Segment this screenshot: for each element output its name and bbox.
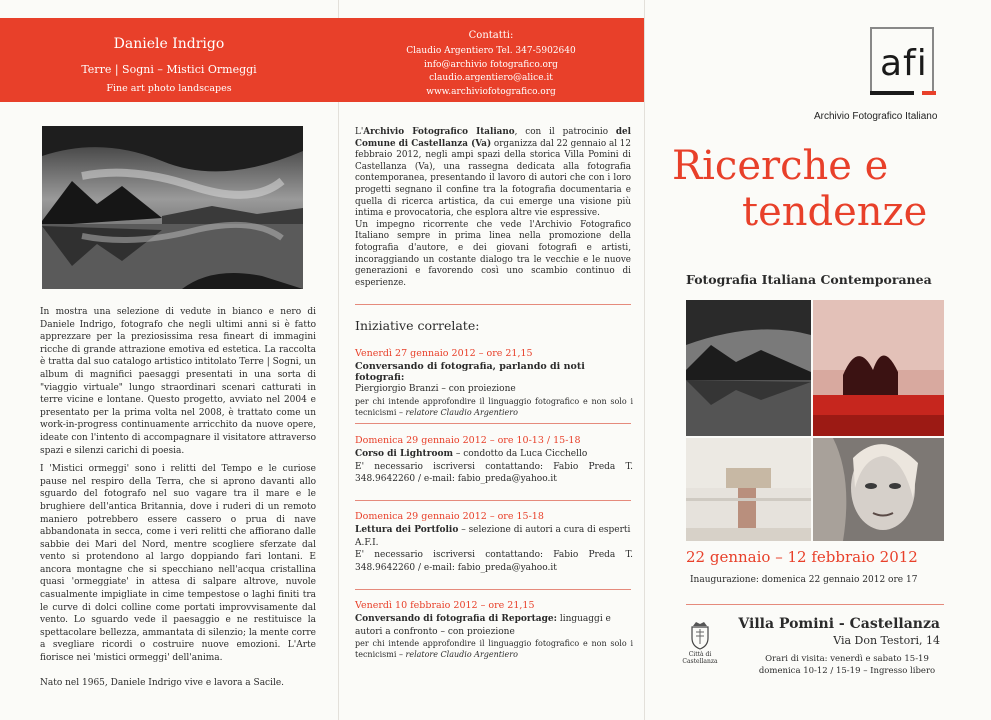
divider (686, 604, 944, 605)
event-title: Conversando di fotografia di Reportage: linguaggi e autori a confronto – con proiezione (355, 614, 611, 637)
contact-email-info: info@archivio fotografico.org (424, 59, 558, 70)
artist-name: Daniele Indrigo (113, 36, 225, 52)
artist-description (40, 306, 316, 689)
title-line-2: tendenze (742, 189, 928, 235)
event-item (355, 511, 633, 574)
exhibition-dates: 22 gennaio – 12 febbraio 2012 (686, 548, 918, 566)
series-title: Terre | Sogni – Mistici Ormeggi (81, 63, 257, 76)
divider (355, 589, 631, 590)
coat-caption: Città di Castellanza (682, 651, 718, 665)
venue-name: Villa Pomini - Castellanza (738, 616, 940, 632)
hours-line-2: domenica 10-12 / 15-19 – Ingresso libero (758, 666, 936, 676)
photo-landscape (686, 300, 811, 436)
contact-website: www.archiviofotografico.org (426, 86, 556, 97)
event-date: Venerdì 27 gennaio 2012 – ore 21,15 (355, 348, 533, 359)
landscape-photo (42, 126, 303, 289)
opening-hours (724, 653, 940, 677)
logo-text: afi (880, 43, 928, 84)
contact-phone: Claudio Argentiero Tel. 347-5902640 (406, 46, 576, 56)
middle-panel (338, 0, 644, 720)
photo-figure (686, 438, 811, 541)
contacts-header (338, 18, 644, 102)
genre-label: Fine art photo landscapes (106, 83, 232, 94)
venue-info (724, 616, 940, 677)
divider (355, 423, 631, 424)
right-panel (644, 0, 991, 720)
exhibition-title (672, 143, 927, 235)
divider (355, 500, 631, 501)
logo-caption: Archivio Fotografico Italiano (814, 111, 938, 122)
coat-of-arms-icon (689, 620, 711, 650)
event-date: Domenica 29 gennaio 2012 – ore 15-18 (355, 511, 544, 522)
exhibition-subtitle: Fotografia Italiana Contemporanea (686, 272, 932, 287)
afi-logo (870, 27, 934, 93)
event-title: Conversando di fotografia, parlando di noti fotografi: (355, 361, 585, 383)
left-panel (0, 0, 338, 720)
contacts-title: Contatti: (468, 30, 514, 41)
contacts-list (338, 45, 644, 99)
event-item (355, 600, 633, 660)
event-title: Corso di Lightroom – condotto da Luca Cicchello (355, 449, 588, 459)
event-item (355, 348, 633, 418)
description-paragraph-2: I 'Mistici ormeggi' sono i relitti del Tempo e le curiose pause nel respiro della Terra, che si aprono davanti allo sguardo del fotografo nel suo vagare tra il mare e le brughiere dell'antica Britannia, dove i ruderi di un remoto maniero potrebbero essere cassero o prua di nave abbandonata in secca, come i veri relitti che affiorano dalle sabbie dei Mari del Nord, mentre scogliere sferzate dal vento si protendono al largo doppiando fari lontani. E ancora montagne che si specchiano nell'acqua cristallina quasi 'ormeggiate' in attesa di salpare altrove, nuvole casualmente impigliate in cime tempestose o laghi finiti tra le curve di dolci colline come portati improvvisamente dal vento. Lo sguardo vede il paesaggio e ne restituisce la spettacolare bellezza, ammantata di silenzio; la mente corre a svegliare ricordi o costruire nuove emozioni. L'Arte fiorisce nei 'mistici ormeggi' dell'anima. (40, 464, 316, 664)
venue-address: Via Don Testori, 14 (833, 634, 940, 647)
hours-line-1: Orari di visita: venerdì e sabato 15-19 (765, 654, 929, 664)
event-date: Venerdì 10 febbraio 2012 – ore 21,15 (355, 600, 535, 611)
initiatives-heading: Iniziative correlate: (355, 318, 480, 333)
event-detail: Piergiorgio Branzi – con proiezione (355, 384, 516, 394)
description-paragraph-1: In mostra una selezione di vedute in bianco e nero di Daniele Indrigo, fotografo che negli ultimi anni si è fatto apprezzare per la preziosissima resa fineart di immagini ricche di grande attrazione emotiva ed estetica. La raccolta è tratta dal suo catalogo artistico intitolato Terre | Sogni, un album di magnifici paesaggi presentati in una sorta di "viaggio virtuale" lungo straordinari scenari catturati in terre vicine e lontane. Questo progetto, avviato nel 2004 e presentato per la prima volta nel 2008, è trattato come un work-in-progress continuamente arricchito da nuove opere, ideate con l'intento di accompagnare il visitatore attraverso spazi e silenzi carichi di poesia. (40, 307, 316, 456)
artist-header (0, 18, 338, 102)
event-detail: E' necessario iscriversi contattando: Fabio Preda T. 348.9642260 / e-mail: fabio_preda@yahoo.it (355, 550, 633, 573)
intro-text (355, 127, 631, 289)
divider (355, 304, 631, 305)
photo-red-interior (813, 300, 944, 436)
event-title: Lettura dei Portfolio – selezione di autori a cura di esperti A.F.I. (355, 525, 631, 548)
inauguration-info: Inaugurazione: domenica 22 gennaio 2012 ore 17 (690, 575, 918, 585)
contact-email-personal: claudio.argentiero@alice.it (429, 73, 553, 83)
intro-paragraph-2: Un impegno ricorrente che vede l'Archivio Fotografico Italiano sempre in prima linea nella promozione della fotografia d'autore, e dei giovani fotografi e artisti, incoraggiando un costante dialogo tra le vecchie e le nuove generazioni e favorendo così uno scambio continuo di esperienze. (355, 219, 631, 288)
event-note: per chi intende approfondire il linguaggio fotografico e non solo i tecnicismi – relatore Claudio Argentiero (355, 396, 633, 417)
event-detail: E' necessario iscriversi contattando: Fabio Preda T. 348.9642260 / e-mail: fabio_preda@yahoo.it (355, 461, 633, 484)
title-line-1: Ricerche e (672, 143, 889, 189)
intro-paragraph-1: L'Archivio Fotografico Italiano, con il patrocinio del Comune di Castellanza (Va) organizza dal 22 gennaio al 12 febbraio 2012, negli ampi spazi della storica Villa Pomini di Castellanza (Va), una rassegna dedicata alla fotografia contemporanea, presentando il lavoro di autori che con i loro progetti segnano il confine tra la fotografia documentaria e quella di ricerca artistica, da cui emerge una visione più intima e provocatoria, che esplora altre vie espressive. (355, 127, 632, 219)
event-item (355, 435, 633, 486)
photo-portrait (813, 438, 944, 541)
event-date: Domenica 29 gennaio 2012 – ore 10-13 / 15-18 (355, 435, 581, 446)
artist-bio: Nato nel 1965, Daniele Indrigo vive e lavora a Sacile. (40, 677, 285, 688)
event-note: per chi intende approfondire il linguaggio fotografico e non solo i tecnicismi – relatore Claudio Argentiero (355, 639, 633, 659)
